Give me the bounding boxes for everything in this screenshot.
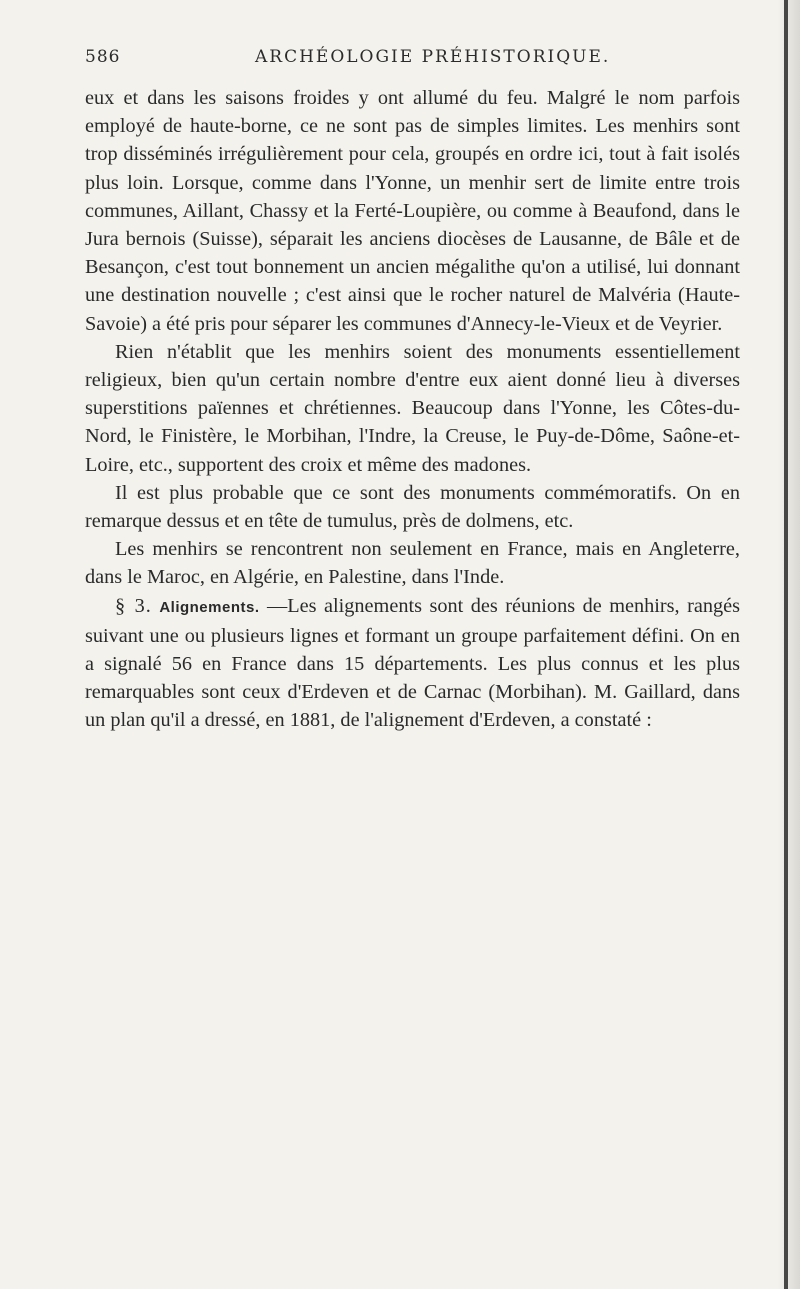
- body-text: [85, 84, 740, 735]
- running-title: ARCHÉOLOGIE PRÉHISTORIQUE.: [255, 47, 611, 67]
- section-text: —Les alignements sont des réunions de menhirs, rangés suivant une ou plusieurs lignes et formant un groupe parfaitement défini. On en a signalé 56 en France dans 15 départements. Les plus connus et les plus remarquables sont ceux d'Erdeven et de Carnac (Morbihan). M. Gaillard, dans un plan qu'il a dressé, en 1881, de l'alignement d'Erdeven, a constaté :: [85, 594, 740, 732]
- page-header: [85, 47, 745, 73]
- paragraph-3: Il est plus probable que ce sont des monuments commémoratifs. On en remarque dessus et en tête de tumulus, près de dolmens, etc.: [85, 481, 740, 533]
- page-edge-line: [784, 0, 788, 1289]
- section-paragraph: [85, 592, 740, 735]
- page-edge-shadow: [778, 0, 800, 1289]
- paragraph-2: Rien n'établit que les menhirs soient des monuments essentiellement religieux, bien qu'un certain nombre d'entre eux aient donné lieu à diverses superstitions païennes et chrétiennes. Beaucoup dans l'Yonne, les Côtes-du-Nord, le Finistère, le Morbihan, l'Indre, la Creuse, le Puy-de-Dôme, Saône-et-Loire, etc., supportent des croix et même des madones.: [85, 340, 740, 476]
- paragraph-1: eux et dans les saisons froides y ont allumé du feu. Malgré le nom parfois employé de haute-borne, ce ne sont pas de simples limites. Les menhirs sont trop disséminés irrégulièrement pour cela, groupés en ordre ici, tout à fait isolés plus loin. Lorsque, comme dans l'Yonne, un menhir sert de limite entre trois communes, Aillant, Chassy et la Ferté-Loupière, ou comme à Beaufond, dans le Jura bernois (Suisse), séparait les anciens diocèses de Lausanne, de Bâle et de Besançon, c'est tout bonnement un ancien mégalithe qu'on a utilisé, lui donnant une destination nouvelle ; c'est ainsi que le rocher naturel de Malvéria (Haute-Savoie) a été pris pour séparer les communes d'Annecy-le-Vieux et de Veyrier.: [85, 87, 740, 335]
- paragraph-4: Les menhirs se rencontrent non seulement en France, mais en Angleterre, dans le Maroc, en Algérie, en Palestine, dans l'Inde.: [85, 538, 740, 589]
- page-number: 586: [85, 47, 121, 67]
- section-title: Alignements.: [159, 598, 260, 616]
- section-sign: § 3.: [115, 594, 152, 617]
